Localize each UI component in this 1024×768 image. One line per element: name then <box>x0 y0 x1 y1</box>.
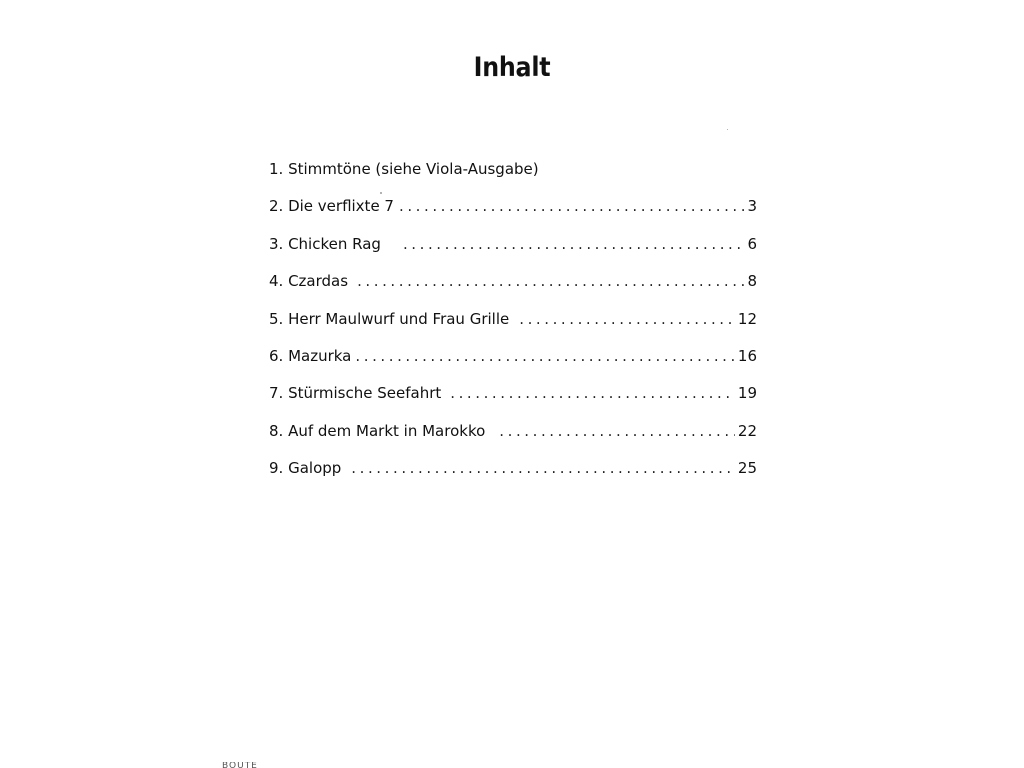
scan-speck <box>727 129 728 130</box>
toc-entry <box>269 197 757 234</box>
entry-title: 4. Czardas <box>269 272 349 291</box>
entry-page-number: 22 <box>737 421 757 440</box>
entry-page-number: 3 <box>747 197 757 216</box>
dot-leader <box>399 197 744 215</box>
toc-entry <box>269 272 757 309</box>
entry-title: 7. Stürmische Seefahrt <box>269 384 442 403</box>
entry-title: 9. Galopp <box>269 459 342 478</box>
entry-title: 3. Chicken Rag <box>269 234 381 253</box>
toc-entry <box>269 347 757 384</box>
entry-page-number: 16 <box>737 346 757 365</box>
entry-page-number: 25 <box>737 459 757 478</box>
table-of-contents <box>269 160 757 497</box>
dot-leader <box>355 347 737 365</box>
toc-entry <box>269 235 757 272</box>
dot-leader <box>351 459 735 477</box>
dot-leader <box>357 272 744 290</box>
toc-entry <box>269 422 757 459</box>
footer-mark: BOUTE <box>222 762 258 768</box>
page-title: Inhalt <box>473 52 551 83</box>
entry-page-number: 8 <box>747 272 757 291</box>
entry-title: 1. Stimmtöne (siehe Viola-Ausgabe) <box>269 160 539 178</box>
toc-entry <box>269 160 757 197</box>
entry-page-number: 6 <box>747 234 757 253</box>
dot-leader <box>403 235 745 253</box>
entry-page-number: 12 <box>737 309 757 328</box>
toc-entry <box>269 310 757 347</box>
entry-title: 5. Herr Maulwurf und Frau Grille <box>269 309 510 328</box>
entry-title: 6. Mazurka <box>269 346 352 365</box>
dot-leader <box>519 310 735 328</box>
toc-entry <box>269 384 757 421</box>
dot-leader <box>499 422 735 440</box>
entry-page-number: 19 <box>737 384 757 403</box>
entry-title: 8. Auf dem Markt in Marokko <box>269 421 486 440</box>
toc-entry <box>269 459 757 496</box>
entry-title: 2. Die verflixte 7 <box>269 197 394 216</box>
dot-leader <box>450 384 735 402</box>
